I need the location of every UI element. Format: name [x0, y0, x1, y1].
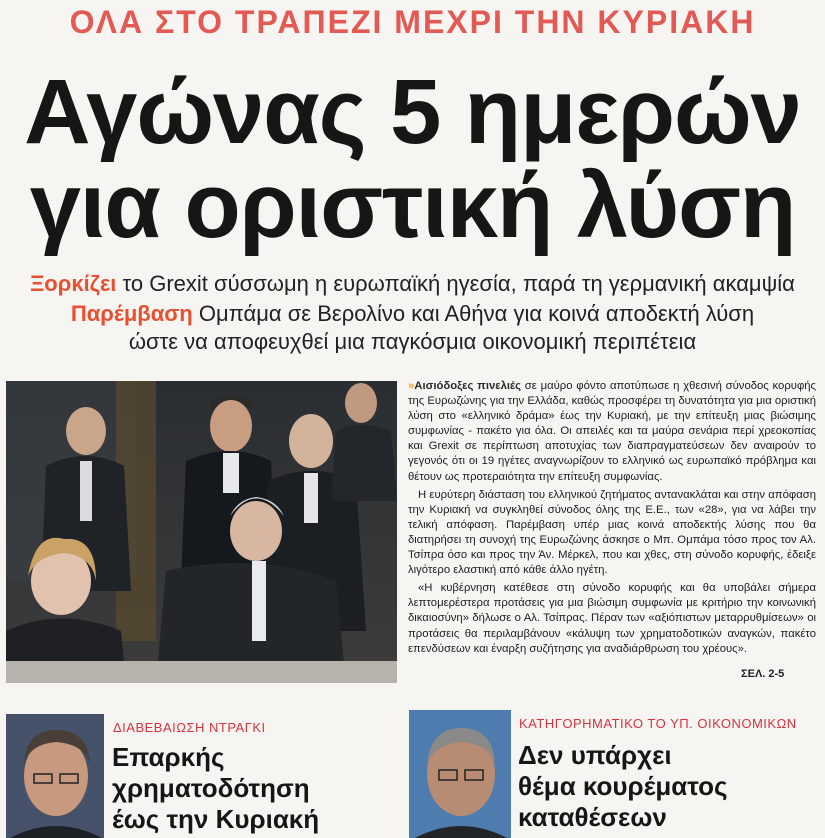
article-paragraph-1: σε μαύρο φόντο αποτύπωσε η χθεσινή σύνοδος κορυφής της Ευρωζώνης για την Ελλάδα, καθώς προσφέρει τη δυνατότητα για μια οριστική λύση στο «ελληνικό δράμα» έως την Κυριακή, με την επίτευξη μιας βιώσιμης συμφωνίας - πακέτο για όλα. Οι απειλές και τα μαύρα σενάρια περί χρεοκοπίας και Grexit σε περίπτωση αποτυχίας των διαπραγματεύσεων δεν αναιρούν το γεγονός ότι οι 19 ηγέτες αναγνωρίζουν το ελληνικό ως ευρωπαϊκό πρόβλημα και θέτουν ως προτεραιότητα την επίτευξη συμφωνίας. — [408, 380, 816, 483]
left-story-title-line: έως την Κυριακή — [112, 804, 320, 834]
subhead-1 — [0, 270, 825, 298]
article-paragraph-3: «Η κυβέρνηση κατέθεσε στη σύνοδο κορυφής και θα υποβάλει σήμερα λεπτομερέστερα προτάσεις για μια βιώσιμη συμφωνία με κριτήριο την κοινωνική δικαιοσύνη» δήλωσε ο Αλ. Τσίπρας. Πέραν των «αξιόπιστων μεταρρυθμίσεων» οι προτάσεις θα περιλαμβάνουν «κάλυψη των χρηματοδοτικών αναγκών, πακέτο επενδύσεων και έναρξη συζήτησης για αναδιάρθρωση του χρέους». — [408, 582, 816, 655]
article-lead: Αισιόδοξες πινελιές — [414, 380, 521, 392]
subhead-2 — [0, 300, 825, 328]
subhead-1-text: το Grexit σύσσωμη η ευρωπαϊκή ηγεσία, παρά τη γερμανική ακαμψία — [116, 271, 795, 296]
left-story-kicker: ΔΙΑΒΕΒΑΙΩΣΗ ΝΤΡΑΓΚΙ — [113, 720, 266, 735]
lead-marker: » — [408, 380, 415, 392]
draghi-portrait-illustration — [6, 714, 104, 838]
right-story-kicker: ΚΑΤΗΓΟΡΗΜΑΤΙΚΟ ΤΟ ΥΠ. ΟΙΚΟΝΟΜΙΚΩΝ — [519, 716, 797, 731]
summit-photo-illustration — [6, 381, 397, 683]
minister-portrait — [409, 710, 511, 838]
right-story-title-line: θέμα κουρέματος — [518, 771, 728, 801]
page-reference: ΣΕΛ. 2-5 — [741, 668, 785, 680]
article-paragraph-2: Η ευρύτερη διάσταση του ελληνικού ζητήματος αντανακλάται και στην απόφαση την Κυριακή να συγκληθεί σύνοδος όλης της Ε.Ε., των «28», για να λάβει την τελική απόφαση. Παρέμβαση υπέρ μιας κοινά αποδεκτής λύσης που θα διατηρήσει τη συνοχή της Ευρωζώνης άσκησε ο Μπ. Ομπάμα τόσο προς τον Αλ. Τσίπρα όσο και προς την Άν. Μέρκελ, που και χθες, στη σύνοδο κορυφής, έδειξε λιγότερο ελαστική από κάθε άλλο ηγέτη. — [408, 488, 816, 577]
subhead-1-label: Ξορκίζει — [30, 271, 117, 296]
headline-line-2: για οριστική λύση — [29, 155, 796, 257]
subhead-3-text: ώστε να αποφευχθεί μια παγκόσμια οικονομική περιπέτεια — [128, 329, 697, 354]
summit-photo — [6, 381, 397, 683]
headline-line-1: Αγώνας 5 ημερών — [24, 61, 801, 163]
subhead-2-label: Παρέμβαση — [70, 301, 193, 326]
right-story-title — [518, 740, 728, 833]
page-kicker: ΟΛΑ ΣΤΟ ΤΡΑΠΕΖΙ ΜΕΧΡΙ ΤΗΝ ΚΥΡΙΑΚΗ — [69, 4, 756, 40]
right-story-title-line: καταθέσεων — [518, 802, 667, 832]
subhead-3 — [0, 328, 825, 356]
left-story-title-line: Επαρκής — [112, 742, 225, 772]
main-article — [408, 379, 816, 660]
right-story-title-line: Δεν υπάρχει — [518, 740, 672, 770]
draghi-portrait — [6, 714, 104, 838]
left-story-title — [112, 742, 319, 835]
left-story-title-line: χρηματοδότηση — [112, 773, 310, 803]
minister-portrait-illustration — [409, 710, 511, 838]
subhead-2-text: Ομπάμα σε Βερολίνο και Αθήνα για κοινά αποδεκτή λύση — [192, 301, 755, 326]
